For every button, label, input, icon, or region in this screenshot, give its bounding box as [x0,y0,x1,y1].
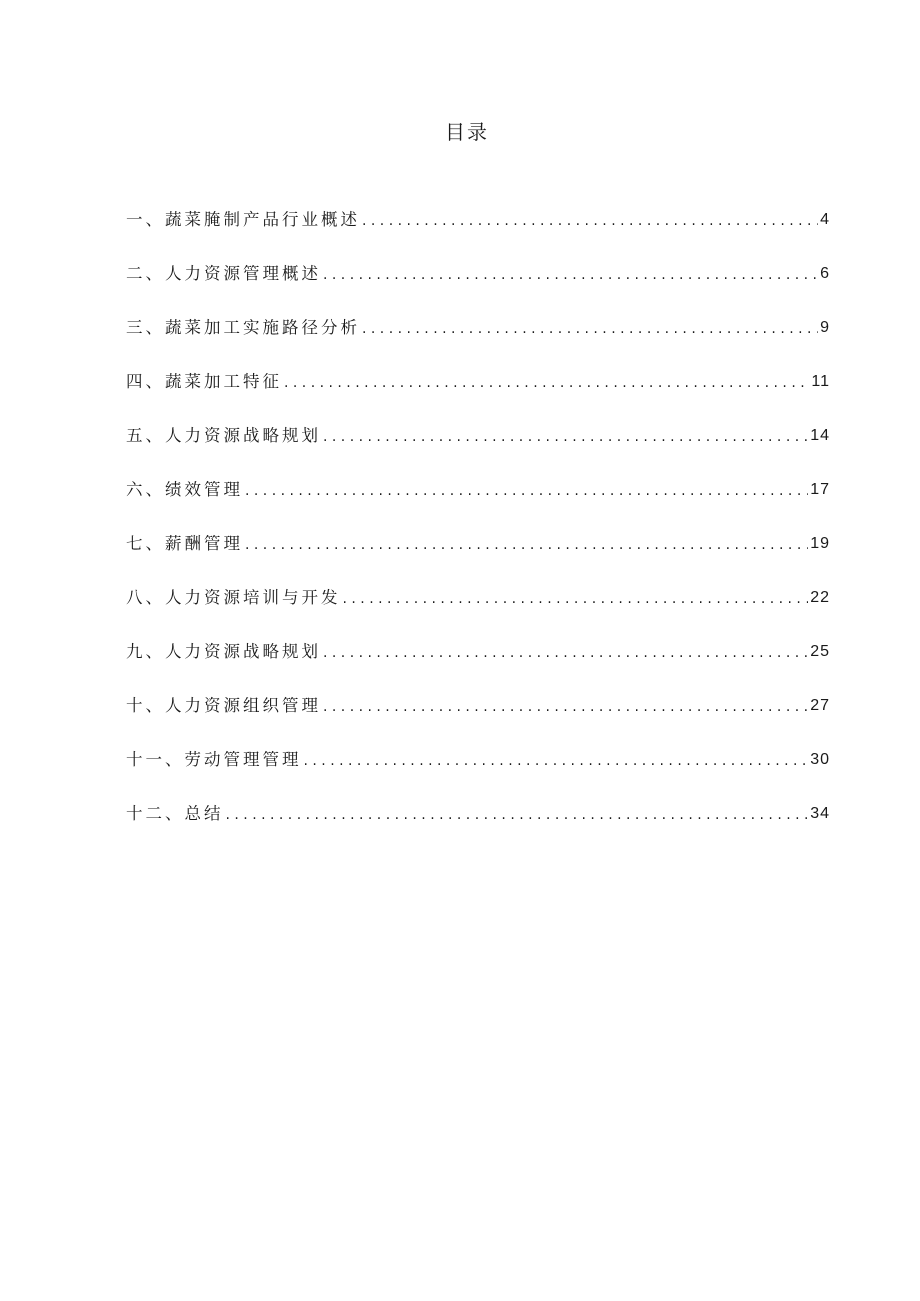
toc-entry-page: 25 [810,643,830,660]
toc-entry-label: 四、蔬菜加工特征 [126,368,282,396]
toc-entry-page: 30 [810,751,830,768]
toc-entry-page: 14 [810,427,830,444]
toc-entry[interactable] [126,450,830,504]
toc-dot-leader [362,314,818,342]
toc-title: 目录 [445,120,489,144]
toc-entry[interactable] [126,396,830,450]
toc-dot-leader [323,422,808,450]
toc-entry-page: 22 [810,589,830,606]
toc-entry-label: 十二、总结 [126,800,224,828]
toc-entry[interactable] [126,342,830,396]
toc-dot-leader [304,746,809,774]
toc-entry[interactable] [126,774,830,828]
toc-entry-page: 11 [811,373,830,390]
toc-entry-label: 七、薪酬管理 [126,530,243,558]
toc-dot-leader [226,800,809,828]
toc-entry[interactable] [126,504,830,558]
toc-entry[interactable] [126,666,830,720]
toc-entry-label: 六、绩效管理 [126,476,243,504]
toc-entry-label: 三、蔬菜加工实施路径分析 [126,314,360,342]
toc-dot-leader [362,206,818,234]
toc-entry[interactable] [126,612,830,666]
toc-entry-label: 十一、劳动管理管理 [126,746,302,774]
toc-entry[interactable] [126,558,830,612]
toc-dot-leader [284,368,809,396]
toc-entry-label: 五、人力资源战略规划 [126,422,321,450]
toc-entry-label: 十、人力资源组织管理 [126,692,321,720]
toc-entry-page: 27 [810,697,830,714]
toc-entry-page: 19 [810,535,830,552]
toc-entry-page: 34 [810,805,830,822]
toc-entry-page: 6 [820,265,830,282]
toc-dot-leader [323,638,808,666]
toc-entry[interactable] [126,234,830,288]
toc-entry-page: 9 [820,319,830,336]
toc-entry[interactable] [126,180,830,234]
toc-entry-label: 二、人力资源管理概述 [126,260,321,288]
toc-entry-label: 八、人力资源培训与开发 [126,584,341,612]
toc-entry-page: 4 [820,211,830,228]
toc-dot-leader [343,584,809,612]
toc-dot-leader [323,692,808,720]
toc-dot-leader [245,476,808,504]
toc-dot-leader [245,530,808,558]
toc-entry-label: 一、蔬菜腌制产品行业概述 [126,206,360,234]
toc-entry[interactable] [126,720,830,774]
toc-dot-leader [323,260,818,288]
table-of-contents [126,180,830,828]
toc-entry-label: 九、人力资源战略规划 [126,638,321,666]
toc-entry[interactable] [126,288,830,342]
toc-entry-page: 17 [810,481,830,498]
